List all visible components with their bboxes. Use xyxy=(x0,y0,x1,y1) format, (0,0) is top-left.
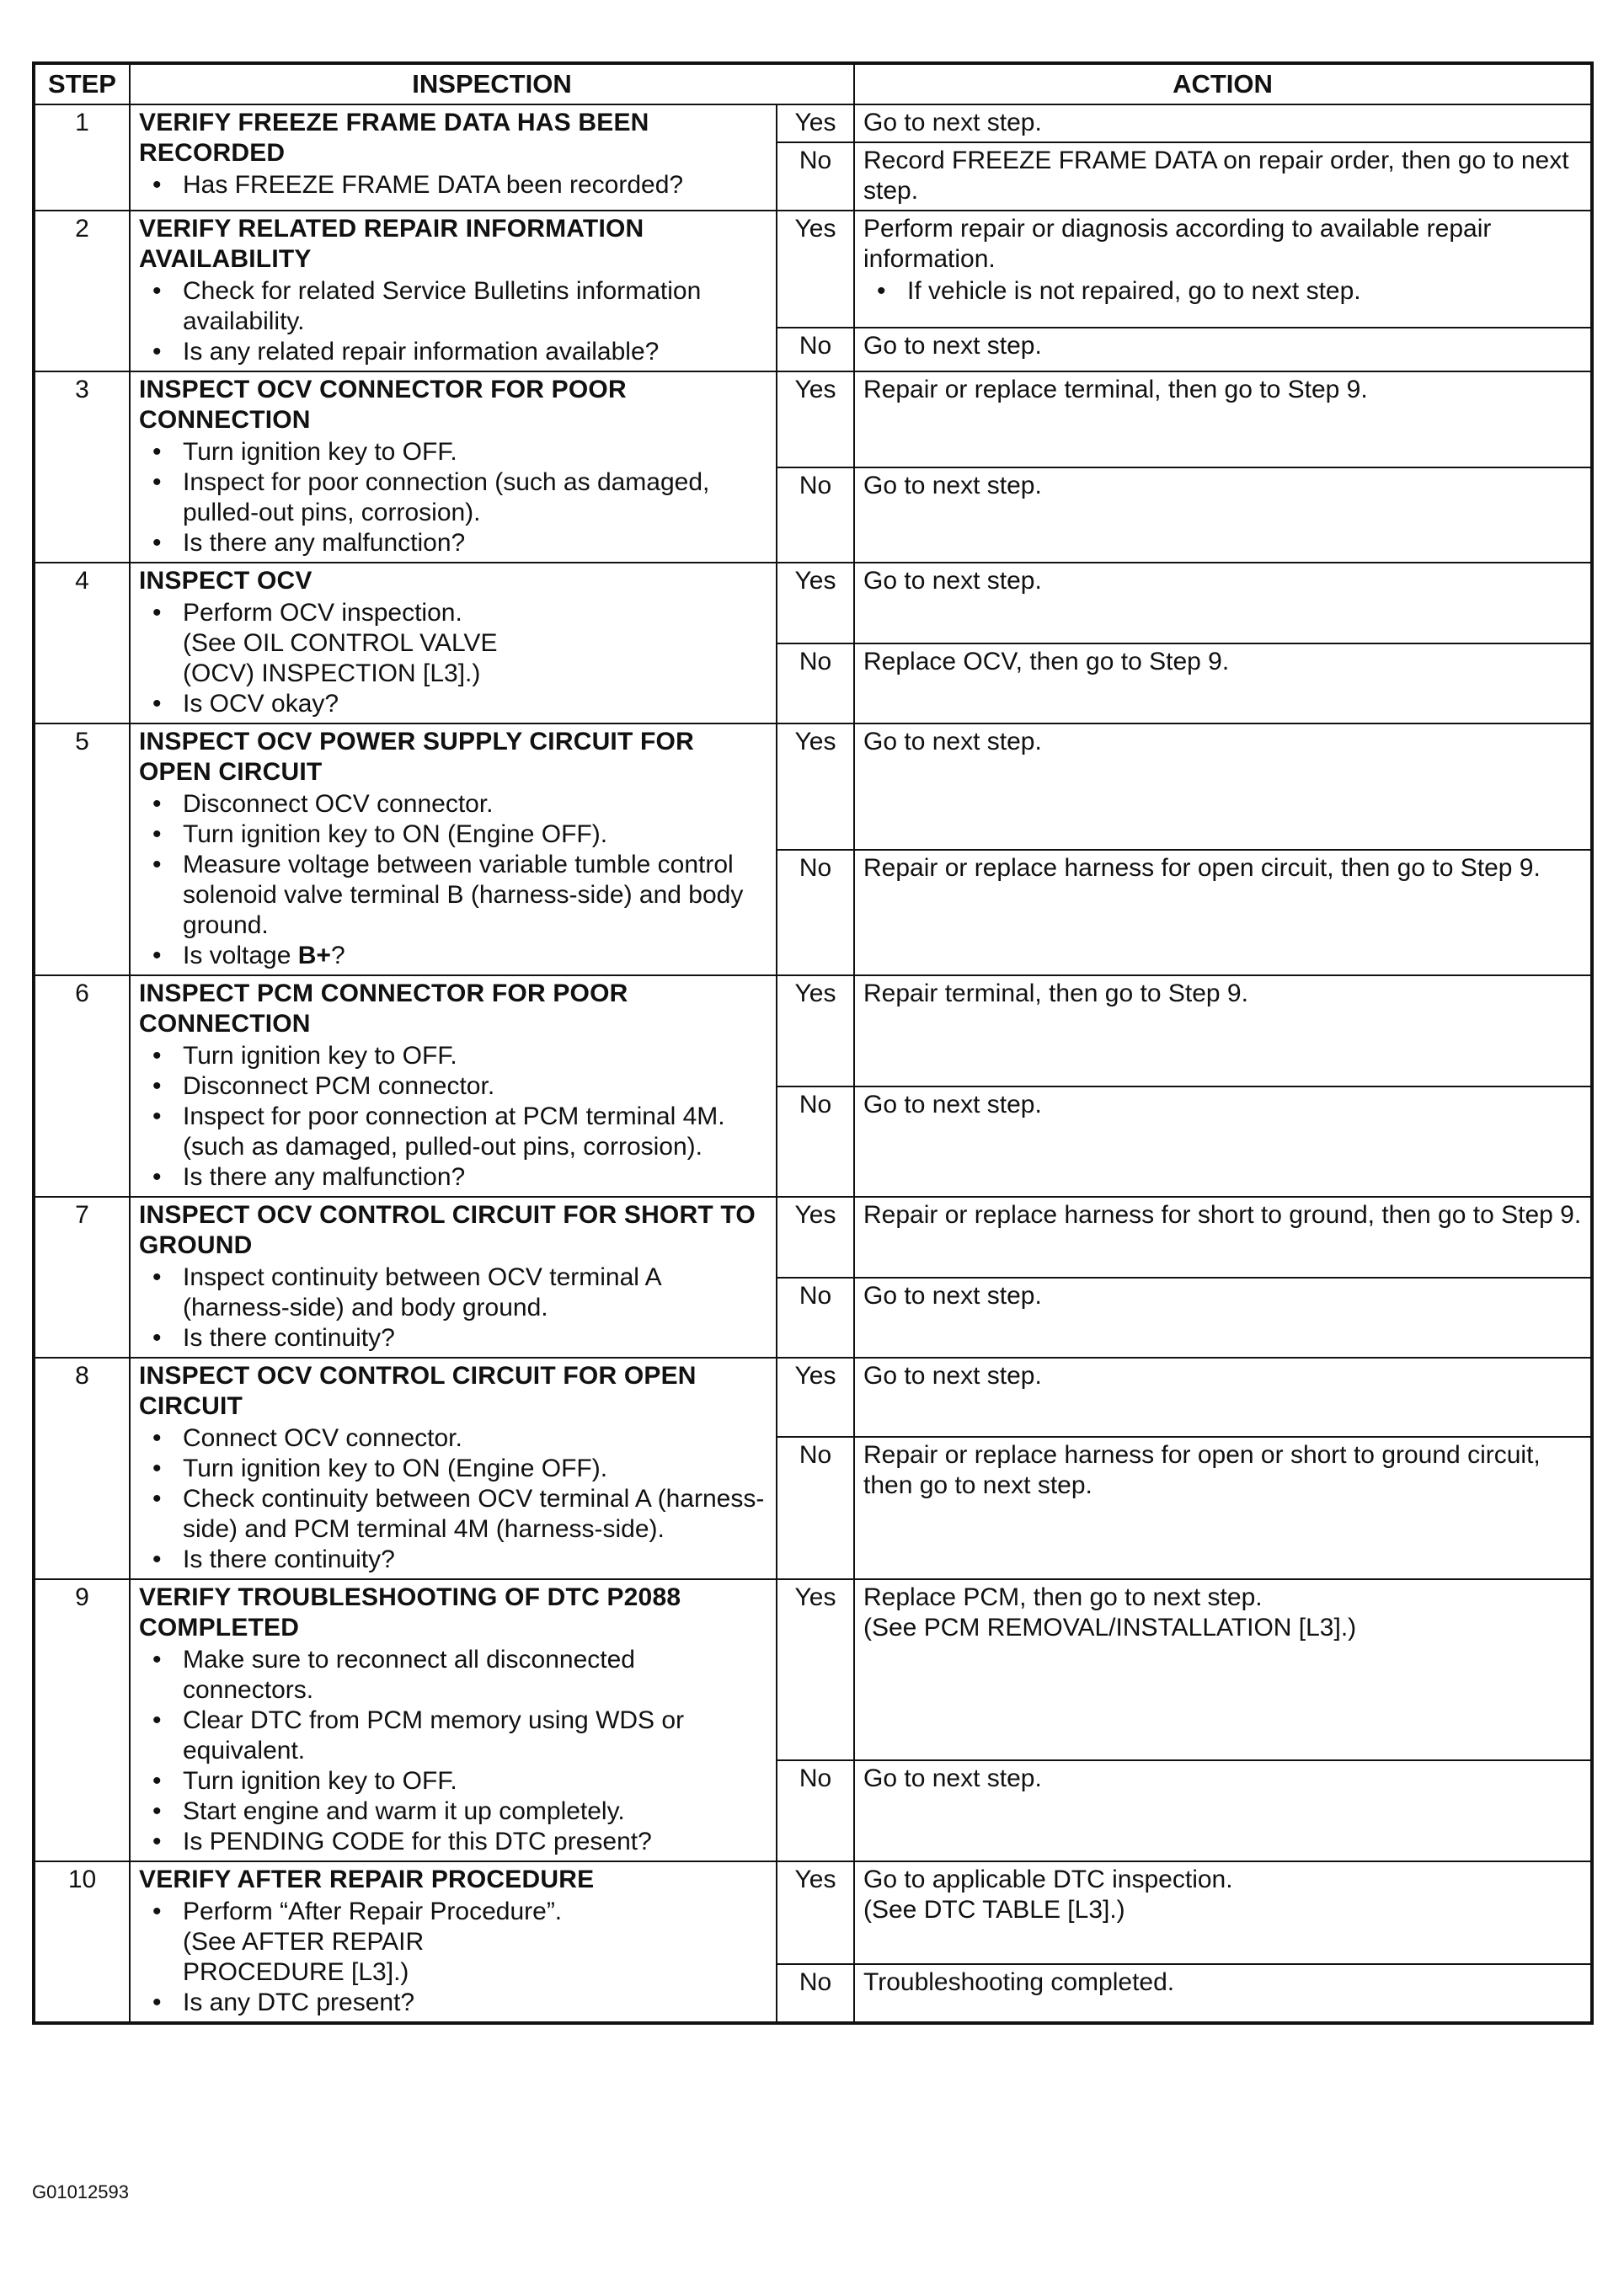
checklist-item: • Turn ignition key to OFF. xyxy=(139,437,767,467)
no-action-text: Go to next step. xyxy=(863,471,1042,499)
checklist-item: • Turn ignition key to ON (Engine OFF). xyxy=(139,820,767,850)
checklist-item: • Clear DTC from PCM memory using WDS or equivalent. xyxy=(139,1706,767,1766)
no-action-cell xyxy=(854,328,1592,371)
yes-label: Yes xyxy=(777,104,854,142)
yes-action-cell xyxy=(854,723,1592,850)
inspection-cell xyxy=(130,975,777,1197)
yes-action-cell xyxy=(854,563,1592,643)
step-column-header: STEP xyxy=(34,63,130,104)
inspection-cell xyxy=(130,211,777,371)
checklist-item: • Is there any malfunction? xyxy=(139,528,767,558)
yes-label: Yes xyxy=(777,975,854,1086)
inspection-checklist xyxy=(139,1423,767,1575)
no-action-cell xyxy=(854,1086,1592,1198)
checklist-item: • Start engine and warm it up completely. xyxy=(139,1797,767,1827)
checklist-item: • Disconnect PCM connector. xyxy=(139,1071,767,1102)
inspection-cell xyxy=(130,723,777,975)
no-label: No xyxy=(777,643,854,724)
yes-action-cell xyxy=(854,1579,1592,1760)
inspection-checklist xyxy=(139,170,767,200)
no-label: No xyxy=(777,1278,854,1359)
step-number: 6 xyxy=(34,975,130,1197)
yes-action-cell xyxy=(854,211,1592,328)
table-header-row xyxy=(34,63,1592,104)
checklist-item: • Make sure to reconnect all disconnected connectors. xyxy=(139,1645,767,1706)
action-note: • If vehicle is not repaired, go to next step. xyxy=(863,276,1582,307)
checklist-item: • Check for related Service Bulletins information availability. xyxy=(139,276,767,337)
checklist-item: • Is any DTC present? xyxy=(139,1988,767,2018)
checklist-item: • Connect OCV connector. xyxy=(139,1423,767,1454)
inspection-title: VERIFY RELATED REPAIR INFORMATION AVAILABILITY xyxy=(139,215,644,273)
yes-action-text: Perform repair or diagnosis according to available repair information. xyxy=(863,215,1492,273)
yes-label: Yes xyxy=(777,1358,854,1437)
yes-label: Yes xyxy=(777,723,854,850)
step-number: 10 xyxy=(34,1861,130,2023)
inspection-checklist xyxy=(139,1041,767,1193)
checklist-item: • Has FREEZE FRAME DATA been recorded? xyxy=(139,170,767,200)
no-action-text: Go to next step. xyxy=(863,1281,1042,1310)
inspection-title: VERIFY TROUBLESHOOTING OF DTC P2088 COMPLETED xyxy=(139,1583,681,1642)
no-label: No xyxy=(777,142,854,211)
no-action-text: Go to next step. xyxy=(863,1090,1042,1118)
inspection-cell xyxy=(130,1358,777,1579)
yes-action-cell xyxy=(854,1861,1592,1964)
no-label: No xyxy=(777,1964,854,2023)
no-action-text: Replace OCV, then go to Step 9. xyxy=(863,647,1230,675)
checklist-item: • Turn ignition key to OFF. xyxy=(139,1766,767,1797)
table-row xyxy=(34,563,1592,643)
no-action-cell xyxy=(854,1964,1592,2023)
no-action-text: Go to next step. xyxy=(863,1764,1042,1793)
yes-action-text: Go to next step. xyxy=(863,1362,1042,1390)
no-action-cell xyxy=(854,467,1592,563)
no-label: No xyxy=(777,1086,854,1198)
yes-action-cell xyxy=(854,1197,1592,1278)
table-row xyxy=(34,371,1592,467)
yes-label: Yes xyxy=(777,1579,854,1760)
inspection-title: VERIFY FREEZE FRAME DATA HAS BEEN RECORDED xyxy=(139,109,649,167)
checklist-item: • Disconnect OCV connector. xyxy=(139,789,767,820)
table-row xyxy=(34,723,1592,850)
figure-code: G01012593 xyxy=(32,2181,129,2202)
inspection-column-header: INSPECTION xyxy=(130,63,854,104)
diagnostic-procedure-sheet xyxy=(32,61,1590,2025)
table-body xyxy=(34,104,1592,2023)
no-action-text: Record FREEZE FRAME DATA on repair order, then go to next step. xyxy=(863,147,1569,205)
inspection-cell xyxy=(130,1197,777,1358)
yes-action-text: Replace PCM, then go to next step. (See PCM REMOVAL/INSTALLATION [L3].) xyxy=(863,1583,1357,1642)
checklist-item: • Is there any malfunction? xyxy=(139,1162,767,1193)
inspection-checklist xyxy=(139,1897,767,2018)
inspection-cell xyxy=(130,563,777,723)
inspection-title: INSPECT OCV xyxy=(139,567,313,595)
no-action-cell xyxy=(854,1437,1592,1579)
checklist-item: • Is PENDING CODE for this DTC present? xyxy=(139,1827,767,1857)
checklist-item: • Is there continuity? xyxy=(139,1545,767,1575)
inspection-cell xyxy=(130,104,777,211)
yes-action-text: Go to next step. xyxy=(863,728,1042,755)
step-number: 4 xyxy=(34,563,130,723)
yes-label: Yes xyxy=(777,563,854,643)
yes-action-cell xyxy=(854,975,1592,1086)
checklist-item: • Inspect for poor connection (such as damaged, pulled-out pins, corrosion). xyxy=(139,467,767,528)
step-number: 9 xyxy=(34,1579,130,1861)
checklist-item: • Turn ignition key to OFF. xyxy=(139,1041,767,1071)
inspection-cell xyxy=(130,371,777,563)
yes-action-text: Repair or replace harness for short to ground, then go to Step 9. xyxy=(863,1201,1582,1229)
yes-action-text: Go to next step. xyxy=(863,109,1042,136)
no-action-cell xyxy=(854,142,1592,211)
inspection-checklist xyxy=(139,1645,767,1857)
yes-action-cell xyxy=(854,1358,1592,1437)
checklist-item: • Is any related repair information available? xyxy=(139,337,767,367)
table-row xyxy=(34,1579,1592,1760)
inspection-checklist xyxy=(139,598,767,719)
no-action-cell xyxy=(854,850,1592,976)
checklist-item: • Check continuity between OCV terminal A (harness-side) and PCM terminal 4M (harness-side). xyxy=(139,1484,767,1545)
inspection-checklist xyxy=(139,789,767,971)
checklist-item: • Is OCV okay? xyxy=(139,689,767,719)
checklist-item: • Is voltage B+? xyxy=(139,941,767,971)
table-row xyxy=(34,975,1592,1086)
inspection-title: INSPECT OCV POWER SUPPLY CIRCUIT FOR OPEN CIRCUIT xyxy=(139,728,694,786)
no-label: No xyxy=(777,328,854,371)
table-row xyxy=(34,104,1592,142)
yes-action-text: Repair terminal, then go to Step 9. xyxy=(863,980,1248,1007)
yes-action-text: Go to next step. xyxy=(863,567,1042,595)
yes-action-text: Repair or replace terminal, then go to Step 9. xyxy=(863,376,1368,403)
diagnostic-table xyxy=(32,61,1594,2025)
inspection-cell xyxy=(130,1861,777,2023)
checklist-item: • Inspect continuity between OCV terminal A (harness-side) and body ground. xyxy=(139,1263,767,1323)
table-row xyxy=(34,1861,1592,1964)
no-label: No xyxy=(777,1760,854,1861)
voltage-emphasis: B+ xyxy=(297,942,331,969)
inspection-checklist xyxy=(139,437,767,558)
no-label: No xyxy=(777,467,854,563)
table-row xyxy=(34,211,1592,328)
checklist-item: • Inspect for poor connection at PCM terminal 4M. (such as damaged, pulled-out pins, corrosion). xyxy=(139,1102,767,1162)
yes-label: Yes xyxy=(777,371,854,467)
no-action-cell xyxy=(854,1760,1592,1861)
yes-action-notes xyxy=(863,276,1582,307)
no-label: No xyxy=(777,850,854,976)
no-label: No xyxy=(777,1437,854,1579)
step-number: 1 xyxy=(34,104,130,211)
inspection-checklist xyxy=(139,1263,767,1353)
inspection-title: INSPECT OCV CONTROL CIRCUIT FOR SHORT TO GROUND xyxy=(139,1201,756,1259)
inspection-checklist xyxy=(139,276,767,367)
yes-action-cell xyxy=(854,104,1592,142)
inspection-cell xyxy=(130,1579,777,1861)
no-action-cell xyxy=(854,643,1592,724)
inspection-title: INSPECT OCV CONTROL CIRCUIT FOR OPEN CIRCUIT xyxy=(139,1362,697,1420)
yes-action-cell xyxy=(854,371,1592,467)
no-action-text: Repair or replace harness for open or short to ground circuit, then go to next step. xyxy=(863,1440,1541,1499)
yes-label: Yes xyxy=(777,1861,854,1964)
action-column-header: ACTION xyxy=(854,63,1592,104)
table-row xyxy=(34,1197,1592,1278)
checklist-item: • Perform OCV inspection. (See OIL CONTROL VALVE (OCV) INSPECTION [L3].) xyxy=(139,598,767,689)
checklist-item: • Turn ignition key to ON (Engine OFF). xyxy=(139,1454,767,1484)
step-number: 7 xyxy=(34,1197,130,1358)
checklist-item: • Perform “After Repair Procedure”. (See AFTER REPAIR PROCEDURE [L3].) xyxy=(139,1897,767,1988)
step-number: 3 xyxy=(34,371,130,563)
no-action-text: Repair or replace harness for open circuit, then go to Step 9. xyxy=(863,853,1541,882)
step-number: 5 xyxy=(34,723,130,975)
inspection-title: INSPECT OCV CONNECTOR FOR POOR CONNECTION xyxy=(139,376,627,434)
step-number: 2 xyxy=(34,211,130,371)
yes-action-text: Go to applicable DTC inspection. (See DTC TABLE [L3].) xyxy=(863,1866,1233,1924)
table-row xyxy=(34,1358,1592,1437)
no-action-text: Go to next step. xyxy=(863,331,1042,360)
inspection-title: INSPECT PCM CONNECTOR FOR POOR CONNECTION xyxy=(139,980,628,1038)
yes-label: Yes xyxy=(777,211,854,328)
no-action-text: Troubleshooting completed. xyxy=(863,1968,1175,1997)
checklist-item: • Measure voltage between variable tumble control solenoid valve terminal B (harness-side) and body ground. xyxy=(139,850,767,941)
checklist-item: • Is there continuity? xyxy=(139,1323,767,1353)
step-number: 8 xyxy=(34,1358,130,1579)
no-action-cell xyxy=(854,1278,1592,1359)
inspection-title: VERIFY AFTER REPAIR PROCEDURE xyxy=(139,1866,595,1893)
yes-label: Yes xyxy=(777,1197,854,1278)
